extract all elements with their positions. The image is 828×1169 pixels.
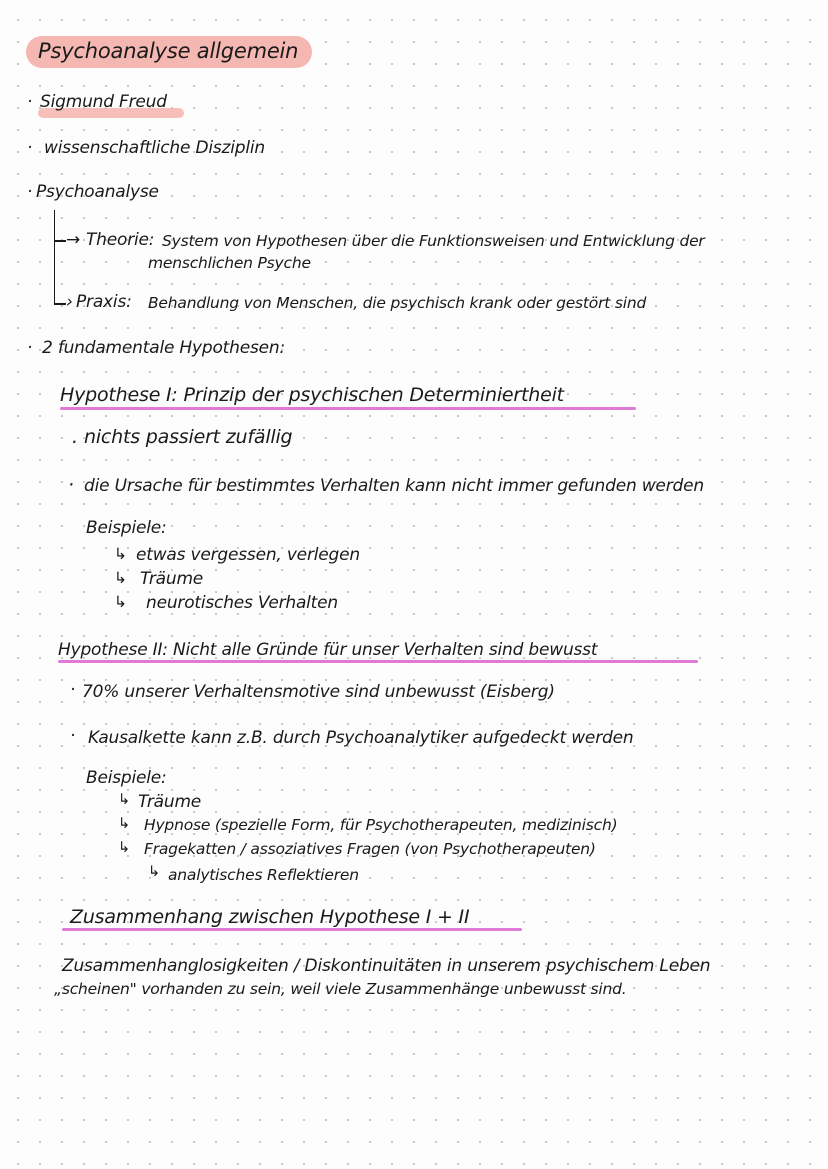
freud-name: Sigmund Freud (40, 92, 167, 112)
bullet-dot: · (27, 338, 33, 358)
hypothesis1-example: neurotisches Verhalten (146, 593, 338, 613)
bullet-dot: · (68, 474, 74, 496)
hypothesis1-example: etwas vergessen, verlegen (136, 545, 360, 565)
tree-branch (54, 303, 66, 305)
theory-text-line1: System von Hypothesen über die Funktionsweisen und Entwicklung der (162, 232, 705, 250)
return-arrow-icon: ↳ (114, 569, 127, 587)
hypothesis2-example: Fragekatten / assoziatives Fragen (von Psychotherapeuten) (144, 840, 596, 858)
hypothesis2-heading: Hypothese II: Nicht alle Gründe für unser Verhalten sind bewusst (58, 640, 598, 660)
hypothesis2-example: Hypnose (spezielle Form, für Psychotherapeuten, medizinisch) (144, 816, 618, 834)
hypothesis2-point1: 70% unserer Verhaltensmotive sind unbewusst (Eisberg) (82, 682, 555, 702)
theory-label: Theorie: (86, 230, 155, 250)
bullet-dot: · (70, 680, 76, 700)
return-arrow-icon: ↳ (118, 816, 130, 832)
connection-heading: Zusammenhang zwischen Hypothese I + II (70, 906, 470, 928)
return-arrow-icon: ↳ (114, 545, 127, 563)
tree-connector (54, 210, 55, 304)
bullet-dot: · (70, 726, 76, 746)
arrow-icon: → (66, 230, 81, 250)
return-arrow-icon: ↳ (114, 593, 127, 611)
return-arrow-icon: ↳ (148, 864, 160, 880)
fundamental-heading: 2 fundamentale Hypothesen: (42, 338, 285, 358)
practice-text: Behandlung von Menschen, die psychisch krank oder gestört sind (148, 294, 647, 312)
connection-text-line1: Zusammenhanglosigkeiten / Diskontinuitäten in unserem psychischem Leben (62, 956, 711, 976)
hypothesis2-example: Träume (138, 792, 202, 812)
discipline-text: wissenschaftliche Disziplin (44, 138, 265, 158)
hypothesis1-examples-label: Beispiele: (86, 518, 167, 538)
bullet-dot: · (27, 92, 33, 112)
hypothesis1-underline (60, 407, 636, 410)
page-title: Psychoanalyse allgemein (26, 36, 312, 68)
connection-text-line2: „scheinen" vorhanden zu sein, weil viele Zusammenhänge unbewusst sind. (54, 980, 627, 998)
return-arrow-icon: ↳ (118, 792, 130, 808)
practice-label: Praxis: (76, 292, 132, 312)
hypothesis2-point2: Kausalkette kann z.B. durch Psychoanalytiker aufgedeckt werden (88, 728, 634, 748)
arrow-icon: › (66, 292, 73, 312)
hypothesis1-point2: die Ursache für bestimmtes Verhalten kann nicht immer gefunden werden (84, 476, 704, 496)
hypothesis1-example: Träume (140, 569, 204, 589)
bullet-dot: · (27, 182, 33, 202)
bullet-dot: · (27, 138, 33, 158)
hypothesis1-heading: Hypothese I: Prinzip der psychischen Determiniertheit (60, 384, 564, 406)
hypothesis2-examples-label: Beispiele: (86, 768, 167, 788)
tree-branch (54, 240, 66, 242)
theory-text-line2: menschlichen Psyche (148, 254, 311, 272)
return-arrow-icon: ↳ (118, 840, 130, 856)
psychoanalyse-label: Psychoanalyse (36, 182, 159, 202)
connection-underline (62, 928, 522, 931)
bullet-dot: . (72, 426, 78, 448)
hypothesis2-underline (58, 660, 698, 663)
hypothesis1-point1: nichts passiert zufällig (84, 426, 293, 448)
hypothesis2-example: analytisches Reflektieren (168, 866, 359, 884)
